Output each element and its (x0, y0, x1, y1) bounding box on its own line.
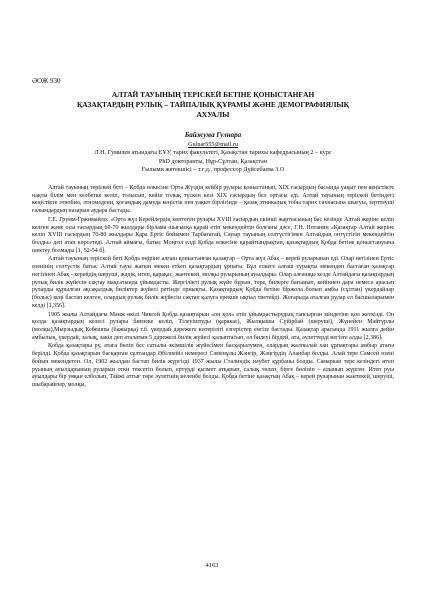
udk-code: ӘОЖ 930 (32, 77, 61, 85)
affiliation-line: Ғылыми жетекшісі – т.ғ.д., профессор Дүйсебаева З.О (141, 166, 285, 174)
title-line: АХУАЛЫ (196, 110, 230, 119)
article-title (40, 90, 386, 120)
affiliation-line: Л.Н. Гумилев атындағы ЕҰУ, тарих факультеті, Қазақстан тарихы кафедрасының 2 – курс (94, 149, 332, 157)
body-paragraph: 1905 жылы Алтайдағы Манж өкілі Чиксей Қобда қазақтарын «он қол» етіп ұйымдастырудың тапсырған міндетіне қол жеткізді. Он қолда қазақтардың келесі рулары бипзеке келіп, Тілеуіштуды (қаракас), Жылқышы Сүйірбай (шеруші), Жүнейен Майтүрлы (молқы),Мырзыдық Кебешпы (бажырқа) т.б. үкердай дәрежеге көтерілігі езгерістер енгізе бастады. Қазақтар арасында 1911 жылға дейін амбылық, үкердай, залық, закіл деп аталатын 5 дәрежелі билік жүйесі қалыптасып, ол билеуі бірдей, ата, әулеттерді негізге алды [2,386]. (32, 311, 394, 341)
title-line: ҚАЗАҚТАРДЫҢ РУЛЫҚ – ТАЙПАЛЫҚ ҚҰРАМЫ ЖӘНЕ ДЕМОГРАФИЯЛЫҚ (76, 100, 350, 109)
author-email-link[interactable]: Gulnar555@mail.ru (188, 141, 238, 148)
article-body (32, 185, 394, 391)
affiliation-line: PhD докторанты, Нұр-Сұлтан, Қазақстан (158, 157, 268, 165)
body-paragraph: Қобда қазақтары ру, атаға бөліп бес сатылы әкімшілік жүйесімен басқарылумен, олардың жалпылай хан ұрпақтары амбыр атағы берілді. Қобда қазақтарын басқарған сұлтандар Әбілпейіз немересі Сәменұлы Жәнгір, Жәңгірдің Алаңбар болды. Алай тере Самсей өзені бойын мекендеген. Ол, 1902 жылдан бастап билік жүргізді 1937 жылы Сталиндік нәубет құрбаны болды. Самаркан тере кезіндегі итеп руының ауылдарының руларын отки тексетіп болып, ертүрді қызмет атқарып, салық төлеп, бірге бөлініп – алынып жүрген. Итеп руы ауылдары бір уяқан елболып, Тайжі аттығ төре әулетінің иеленбе болды. Қобда бетіне қазақтың Абақ – керей руларынан жантекей, шеруші, шыбарайғыр, молқы, (32, 343, 394, 388)
page-number: 4163 (205, 562, 219, 569)
body-paragraph: Алтай тауының теріскей беті Қобда өңіріне алғаш қоныстанған қазақтар – Орта жүз Абақ – керей руларынан еді. Олар негізінен Ертіс өзенінің солтүстік батыс Алтай тауы жағын мекен етken қазақтардың ұрпағы. Бұл елкеге алғаш турақты мекендеп бастаған қазақтар негізінен Абақ - керейдің шеруші, жәдік, итеп, қарақас, жантекей, молқы руларының ауылдары. Олар алғашқы кезде Алтайдағы қазақтардың рулық билік жүйесін сақтау мақсатында үйымдасты. Жергілікті рулық жүйе бұрын, тере, билерге бағынып, кейіннен дара немесе арасып руларды құрылған ақсақалдық биліктер жүйесі ретінде орнықты. Қазақтардың Қобда бетіне біржола болып амбы (сұлтан) үкердайлар (болыс) кеңі бастап келген, олардың рулық билік жүйесін сақтап қалуға ерекше ықпал тиетейді. Жоғарыда аталған рулар ел басшыларымен келді [1,356]. (32, 256, 394, 309)
body-paragraph: Алтай тауының теріскей беті – Қобда өлкесіне Орта Жүздің кейбір рулары қоныстанып, XIX ғасырдың басында уақыт пен кеңістікте нақты білім мен келбетке келіп, толысып, кейін толық түскен кезі XIX ғасырдың бел ортасы еді. Алтай тауының теріскей бетіндегі кеңістікте этнобио, этномәдени, қоғамдық дамуда кеңістік пен уақыт бірлігінде – қазақ этникалық тобы тарих сахнасына шығуы, зерттеуші ғалымдардың назарын аудара бастады. (32, 185, 394, 215)
body-paragraph: Г.Е. Грумм-Гржимайло: «Орта жүз Керейлердің көптеген рулары XVIII ғасырдың екінші жартысының бас кезінде Алтай жеріне келіп келген және осы ғасырдың 60-70 жылдары бірлама шығысқа қарай етіп мекендейтін болғаны дәсе, Г.Н. Потанин «Қазақтар Алтай жеріне келіп XVIII ғасырдың 70-80 жылдары Қара Ертіс бойымен Тарбағатай, Сауыр тауының солтүстігімен Алтайдың онтүстігін мекендейтін болды» деп атап көрсетеді. Алтай аймағы, батыс Моңғол елді Қобда өлкесіне қарайтындықтан, қазақтардың Қобда бетіне қоныстануына шектеу болмады [1, 52-54 б]. (32, 216, 394, 254)
author-name: Байжума Гулнара (184, 131, 242, 139)
author-affiliation (40, 141, 386, 175)
title-line: АЛТАЙ ТАУЫНЫҢ ТЕРІСКЕЙ БЕТІНЕ ҚОНЫСТАНҒАН (111, 90, 315, 99)
